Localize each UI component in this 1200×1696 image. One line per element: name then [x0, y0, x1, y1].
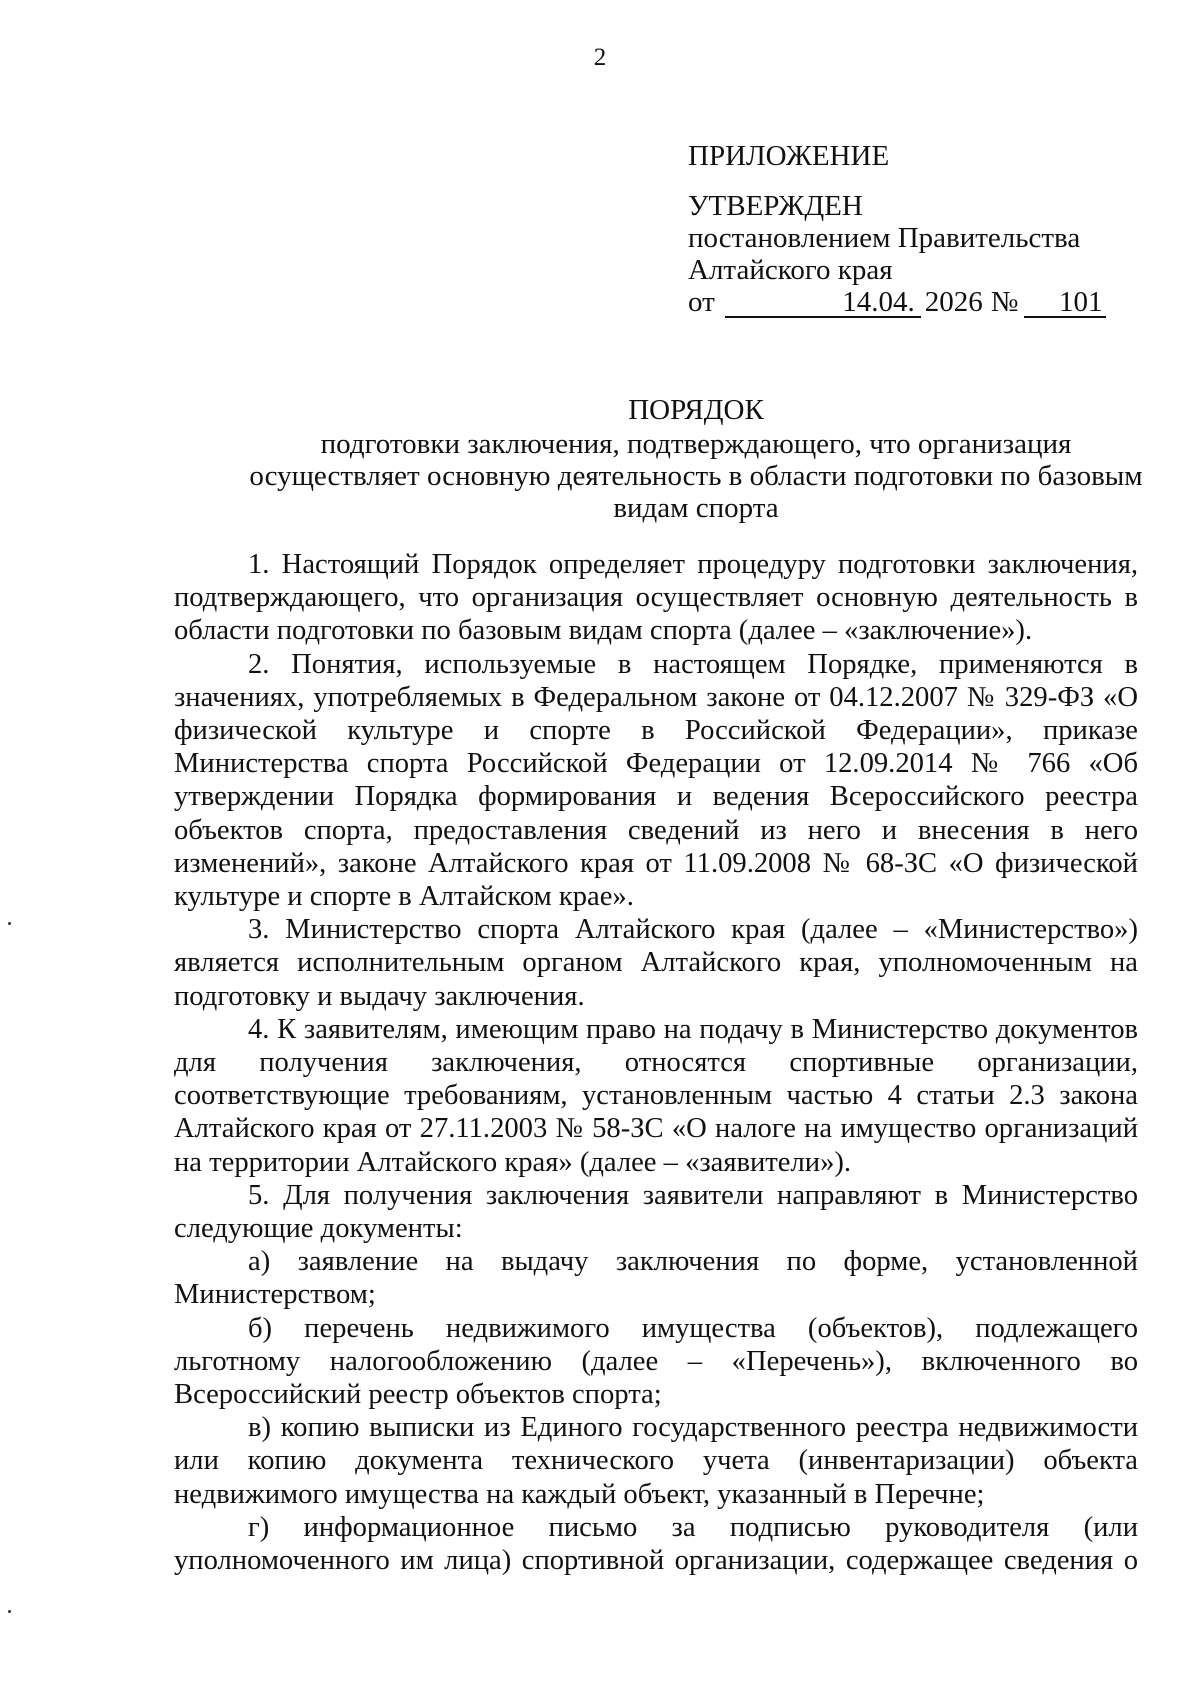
title-sub-line-1: подготовки заключения, подтверждающего, что организация [320, 428, 1072, 460]
decree-number: 101 [1024, 288, 1106, 318]
appendix-block [688, 140, 1106, 318]
appendix-title: ПРИЛОЖЕНИЕ [688, 140, 890, 172]
date-prefix: от [688, 286, 715, 318]
approved-by-line: постановлением Правительства [688, 222, 1081, 254]
paragraph-5b: б) перечень недвижимого имущества (объектов), подлежащего льготному налогообложению (далее – «Перечень»), включенного во Всероссийский реестр объектов спорта; [174, 1312, 1138, 1411]
document-body [174, 548, 1138, 1577]
paragraph-1: 1. Настоящий Порядок определяет процедуру подготовки заключения, подтверждающего, что организация осуществляет основную деятельность в области подготовки по базовым видам спорта (далее – «заключение»). [174, 549, 1138, 647]
paragraph-5a: а) заявление на выдачу заключения по форме, установленной Министерством; [174, 1246, 1138, 1311]
decree-date-line [688, 286, 1106, 318]
approved-by-region: Алтайского края [688, 254, 893, 286]
margin-mark [8, 922, 11, 925]
title-main: ПОРЯДОК [628, 394, 764, 426]
approved-label: УТВЕРЖДЕН [688, 190, 863, 222]
title-sub-line-3: видам спорта [613, 492, 779, 524]
decree-year: 2026 [924, 286, 983, 318]
decree-date: 14.04. [725, 288, 921, 318]
title-sub-line-2: осуществляет основную деятельность в области подготовки по базовым [249, 460, 1143, 492]
document-title [176, 394, 1200, 524]
page-number: 2 [593, 44, 607, 71]
paragraph-4: 4. К заявителям, имеющим право на подачу в Министерство документов для получения заключения, относятся спортивные организации, соответствующие требованиям, установленным частью 4 статьи 2.3 закона Алтайского края от 27.11.2003 № 58-ЗС «О налоге на имущество организаций на территории Алтайского края» (далее – «заявители»). [174, 1013, 1138, 1178]
paragraph-5: 5. Для получения заключения заявители направляют в Министерство следующие документы: [174, 1179, 1138, 1245]
margin-mark [8, 1610, 11, 1613]
number-sign: № [990, 286, 1019, 318]
paragraph-5g: г) информационное письмо за подписью руководителя (или уполномоченного им лица) спортивной организации, содержащее сведения о [174, 1511, 1138, 1577]
paragraph-5v: в) копию выписки из Единого государственного реестра недвижимости или копию документа технического учета (инвентаризации) объекта недвижимого имущества на каждый объект, указанный в Перечне; [174, 1412, 1138, 1510]
paragraph-3: 3. Министерство спорта Алтайского края (далее – «Министерство») является исполнительным органом Алтайского края, уполномоченным на подготовку и выдачу заключения. [174, 914, 1138, 1012]
paragraph-2: 2. Понятия, используемые в настоящем Порядке, применяются в значениях, употребляемых в Федеральном законе от 04.12.2007 № 329-ФЗ «О физической культуре и спорте в Российской Федерации», приказе Министерства спорта Российской Федерации от 12.09.2014 № 766 «Об утверждении Порядка формирования и ведения Всероссийского реестра объектов спорта, предоставления сведений из него и внесения в него изменений», законе Алтайского края от 11.09.2008 № 68-ЗС «О физической культуре и спорте в Алтайском крае». [174, 648, 1138, 913]
